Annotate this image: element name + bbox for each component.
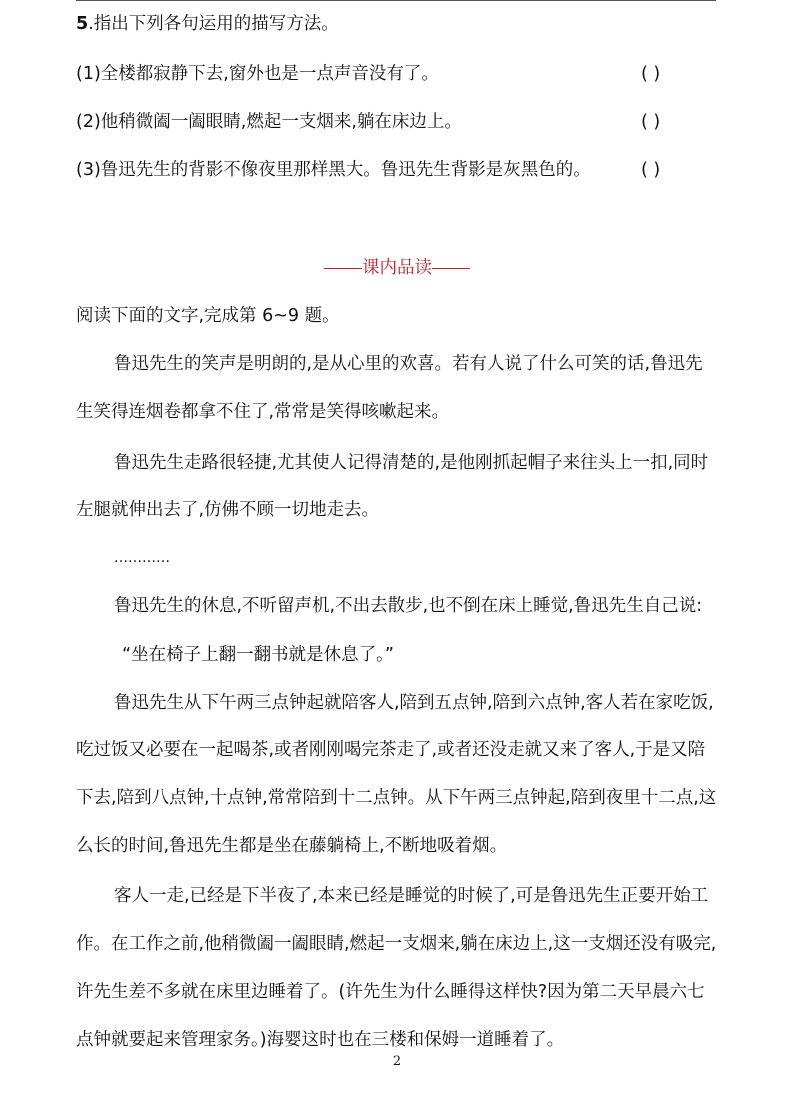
section-title-text: 课内品读 bbox=[362, 258, 432, 278]
question-5-item-2: (2)他稍微阖一阖眼睛,燃起一支烟来,躺在床边上。 bbox=[76, 112, 462, 132]
question-number: 5 bbox=[76, 14, 89, 34]
passage-ellipsis: ………… bbox=[114, 550, 170, 566]
question-prompt-text: .指出下列各句运用的描写方法。 bbox=[88, 14, 339, 34]
passage-line: 鲁迅先生的笑声是明朗的,是从心里的欢喜。若有人说了什么可笑的话,鲁迅先 bbox=[114, 354, 703, 374]
passage-line: 鲁迅先生从下午两三点钟起就陪客人,陪到五点钟,陪到六点钟,客人若在家吃饭, bbox=[114, 693, 714, 713]
question-5-prompt bbox=[76, 12, 339, 36]
passage-line: 客人一走,已经是下半夜了,本来已经是睡觉的时候了,可是鲁迅先生正要开始工 bbox=[114, 886, 709, 906]
title-dash-left bbox=[324, 268, 362, 269]
passage-line: 吃过饭又必要在一起喝茶,或者刚刚喝完茶走了,或者还没走就又来了客人,于是又陪 bbox=[76, 740, 706, 760]
passage-line: 生笑得连烟卷都拿不住了,常常是笑得咳嗽起来。 bbox=[76, 402, 450, 422]
reading-instruction: 阅读下面的文字,完成第 6~9 题。 bbox=[76, 306, 340, 326]
passage-line: 么长的时间,鲁迅先生都是坐在藤躺椅上,不断地吸着烟。 bbox=[76, 836, 508, 856]
answer-blank-2[interactable]: ( ) bbox=[641, 112, 661, 132]
question-5-item-1: (1)全楼都寂静下去,窗外也是一点声音没有了。 bbox=[76, 64, 439, 84]
passage-line: 左腿就伸出去了,仿佛不顾一切地走去。 bbox=[76, 500, 380, 520]
passage-line: 鲁迅先生走路很轻捷,尤其使人记得清楚的,是他刚抓起帽子来往头上一扣,同时 bbox=[114, 453, 709, 473]
passage-line: 鲁迅先生的休息,不听留声机,不出去散步,也不倒在床上睡觉,鲁迅先生自己说: bbox=[114, 596, 703, 616]
answer-blank-1[interactable]: ( ) bbox=[641, 64, 661, 84]
question-5-item-3: (3)鲁迅先生的背影不像夜里那样黑大。鲁迅先生背影是灰黑色的。 bbox=[76, 160, 591, 180]
top-rule bbox=[76, 0, 716, 1]
passage-line: 许先生差不多就在床里边睡着了。(许先生为什么睡得这样快?因为第二天早晨六七 bbox=[76, 982, 705, 1002]
passage-line: 下去,陪到八点钟,十点钟,常常陪到十二点钟。从下午两三点钟起,陪到夜里十二点,这 bbox=[76, 788, 717, 808]
answer-blank-3[interactable]: ( ) bbox=[641, 160, 661, 180]
passage-quote: “坐在椅子上翻一翻书就是休息了。” bbox=[122, 645, 394, 665]
section-title bbox=[0, 256, 794, 280]
passage-line: 点钟就要起来管理家务。)海婴这时也在三楼和保姆一道睡着了。 bbox=[76, 1030, 565, 1050]
title-dash-right bbox=[432, 268, 470, 269]
passage-line: 作。在工作之前,他稍微阖一阖眼睛,燃起一支烟来,躺在床边上,这一支烟还没有吸完, bbox=[76, 934, 717, 954]
page-number: 2 bbox=[392, 1054, 402, 1069]
